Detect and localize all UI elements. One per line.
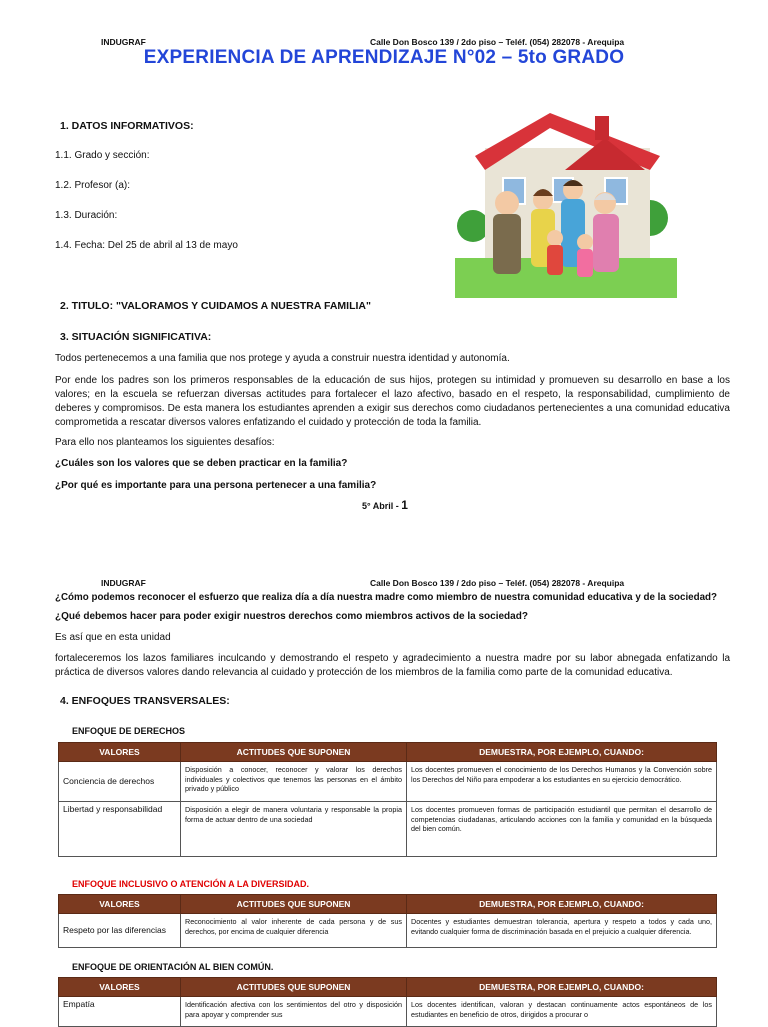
question-4: ¿Qué debemos hacer para poder exigir nuestros derechos como miembros activos de la sociedad? bbox=[55, 611, 528, 622]
cell-ejemplo: Docentes y estudiantes demuestran tolerancia, apertura y respeto a todos y cada uno, evitando cualquier forma de discriminación basada en el prejuicio a cualquier diferencia. bbox=[407, 914, 717, 948]
info-grado: 1.1. Grado y sección: bbox=[55, 150, 150, 161]
page-title: EXPERIENCIA DE APRENDIZAJE N°02 – 5to GRADO bbox=[143, 47, 625, 68]
paragraph-unidad: Es así que en esta unidad bbox=[55, 632, 171, 643]
header-address: Calle Don Bosco 139 / 2do piso – Teléf. (054) 282078 - Arequipa bbox=[370, 37, 625, 47]
question-1: ¿Cuáles son los valores que se deben practicar en la familia? bbox=[55, 458, 348, 469]
enfoque-inclusivo-title: ENFOQUE INCLUSIVO O ATENCIÓN A LA DIVERSIDAD. bbox=[72, 879, 310, 889]
family-house-illustration bbox=[455, 108, 677, 298]
question-2: ¿Por qué es importante para una persona pertenecer a una familia? bbox=[55, 480, 377, 491]
col-valores: VALORES bbox=[59, 743, 181, 762]
info-duracion: 1.3. Duración: bbox=[55, 210, 118, 221]
section-enfoques: 4. ENFOQUES TRANSVERSALES: bbox=[60, 695, 230, 707]
header-address-2: Calle Don Bosco 139 / 2do piso – Teléf. (054) 282078 - Arequipa bbox=[370, 578, 625, 588]
cell-valor: Empatía bbox=[59, 997, 181, 1027]
paragraph-desafios: Para ello nos planteamos los siguientes desafíos: bbox=[55, 437, 275, 448]
col-demuestra: DEMUESTRA, POR EJEMPLO, CUANDO: bbox=[407, 743, 717, 762]
header-company: INDUGRAF bbox=[101, 37, 146, 47]
enfoque-derechos-table bbox=[58, 742, 717, 857]
col-actitudes: ACTITUDES QUE SUPONEN bbox=[181, 743, 407, 762]
paragraph-intro: Todos pertenecemos a una familia que nos protege y ayuda a construir nuestra identidad y autonomía. bbox=[55, 353, 510, 364]
paragraph-situacion: Por ende los padres son los primeros responsables de la educación de sus hijos, protegen su intimidad y promueven su desarrollo en base a los valores; en la escuela se refuerzan diversas actitudes para fortalecer el lazo afectivo, basado en el respeto, la responsabilidad, cumplimiento de deberes y compromisos. De esta manera los estudiantes aprenden a exigir sus derechos como ciudadanos pertenecientes a una comunidad educativa comprometida a rescatar diversos valores enfatizando el cuidado y protección de toda la familia. bbox=[55, 375, 730, 428]
cell-actitud: Identificación afectiva con los sentimientos del otro y disposición para apoyar y comprender sus bbox=[181, 997, 407, 1027]
col-valores: VALORES bbox=[59, 895, 181, 914]
cell-ejemplo: Los docentes promueven el conocimiento de los Derechos Humanos y la Convención sobre los Derechos del Niño para empoderar a los estudiantes en su ejercicio democrático. bbox=[407, 762, 717, 802]
table-row bbox=[59, 997, 717, 1027]
info-profesor: 1.2. Profesor (a): bbox=[55, 180, 131, 191]
cell-ejemplo: Los docentes identifican, valoran y destacan continuamente actos espontáneos de los estudiantes en beneficio de otros, dirigidos a procurar o bbox=[407, 997, 717, 1027]
cell-valor: Libertad y responsabilidad bbox=[59, 802, 181, 857]
cell-actitud: Reconocimiento al valor inherente de cada persona y de sus derechos, por encima de cualquier diferencia bbox=[181, 914, 407, 948]
cell-actitud: Disposición a elegir de manera voluntaria y responsable la propia forma de actuar dentro de una sociedad bbox=[181, 802, 407, 857]
col-valores: VALORES bbox=[59, 978, 181, 997]
cell-valor: Conciencia de derechos bbox=[59, 762, 181, 802]
col-actitudes: ACTITUDES QUE SUPONEN bbox=[181, 895, 407, 914]
footer-date: 5° Abril - bbox=[362, 501, 402, 511]
cell-valor: Respeto por las diferencias bbox=[59, 914, 181, 948]
section-datos: 1. DATOS INFORMATIVOS: bbox=[60, 120, 194, 132]
question-3: ¿Cómo podemos reconocer el esfuerzo que realiza día a día nuestra madre como miembro de nuestra comunidad educativa y de la sociedad? bbox=[55, 592, 718, 603]
table-row bbox=[59, 914, 717, 948]
page-footer bbox=[362, 498, 408, 512]
cell-actitud: Disposición a conocer, reconocer y valorar los derechos individuales y colectivos que tenemos las personas en el ámbito privado y público bbox=[181, 762, 407, 802]
table-header-row bbox=[59, 895, 717, 914]
col-actitudes: ACTITUDES QUE SUPONEN bbox=[181, 978, 407, 997]
paragraph-fortaleceremos: fortaleceremos los lazos familiares inculcando y demostrando el respeto y agradecimiento a nuestra madre por su labor abnegada enfatizando la práctica de diversos valores dando relevancia al cuidado y protección de los miembros de la familia como parte de la comunidad educativa. bbox=[55, 653, 730, 678]
header-company-2: INDUGRAF bbox=[101, 578, 146, 588]
col-demuestra: DEMUESTRA, POR EJEMPLO, CUANDO: bbox=[407, 895, 717, 914]
table-header-row bbox=[59, 978, 717, 997]
enfoque-bien-comun-title: ENFOQUE DE ORIENTACIÓN AL BIEN COMÚN. bbox=[72, 962, 274, 972]
page-number: 1 bbox=[401, 498, 408, 512]
col-demuestra: DEMUESTRA, POR EJEMPLO, CUANDO: bbox=[407, 978, 717, 997]
info-fecha: 1.4. Fecha: Del 25 de abril al 13 de mayo bbox=[55, 240, 238, 251]
cell-ejemplo: Los docentes promueven formas de participación estudiantil que permitan el desarrollo de competencias ciudadanas, articulando acciones con la familia y comunidad en la búsqueda del bien común. bbox=[407, 802, 717, 857]
enfoque-derechos-title: ENFOQUE DE DERECHOS bbox=[72, 726, 186, 736]
enfoque-bien-comun-table bbox=[58, 977, 717, 1027]
enfoque-inclusivo-table bbox=[58, 894, 717, 948]
table-row bbox=[59, 762, 717, 802]
section-titulo: 2. TITULO: "VALORAMOS Y CUIDAMOS A NUESTRA FAMILIA" bbox=[60, 300, 371, 312]
table-header-row bbox=[59, 743, 717, 762]
table-row bbox=[59, 802, 717, 857]
section-situacion: 3. SITUACIÓN SIGNIFICATIVA: bbox=[60, 331, 212, 343]
